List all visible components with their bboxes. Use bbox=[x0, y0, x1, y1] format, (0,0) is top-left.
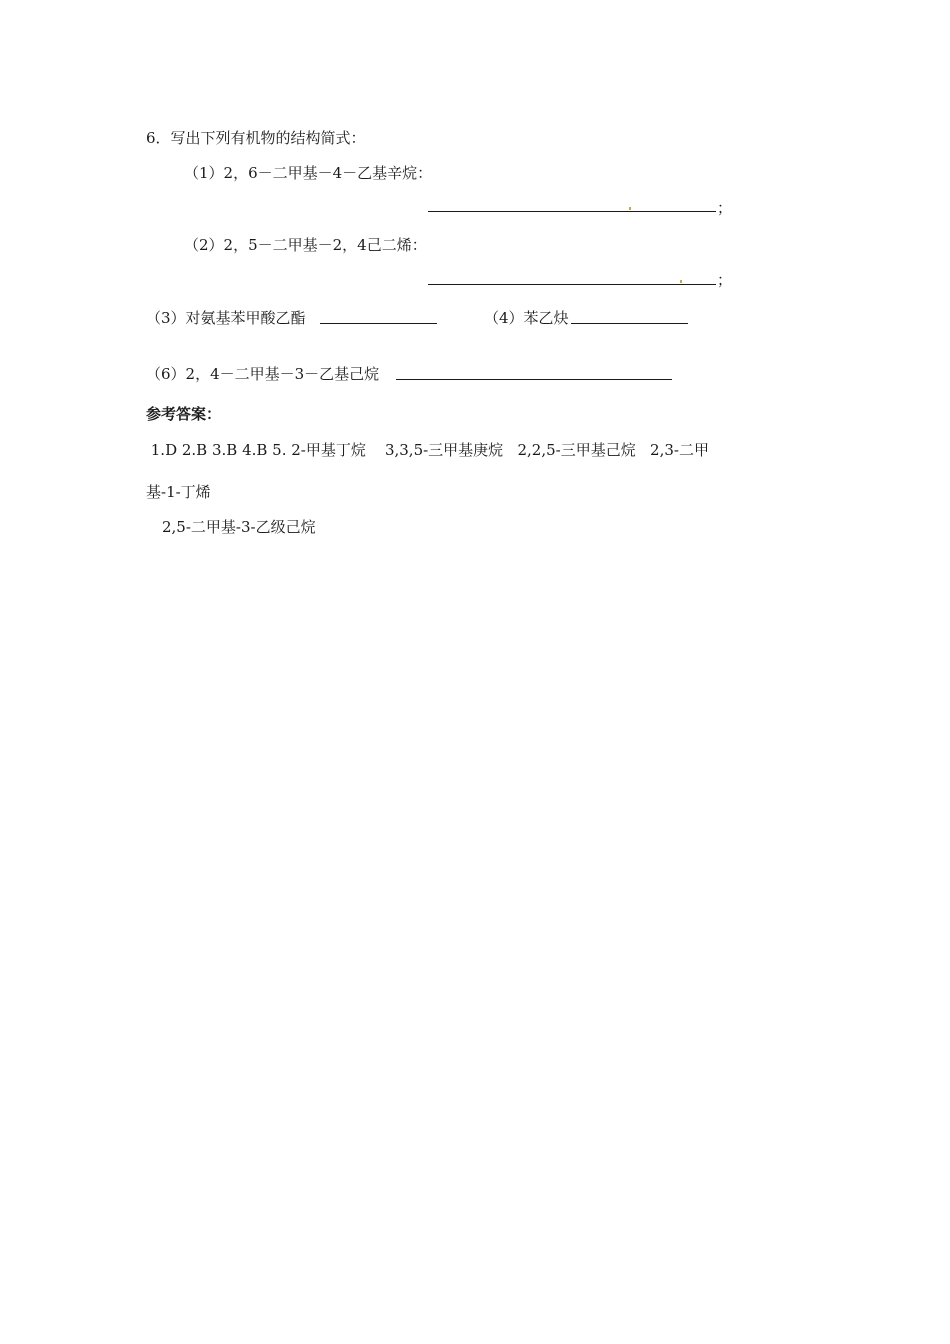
item-1-label: （1）2，6－二甲基－4－乙基辛烷： bbox=[184, 164, 433, 182]
item-2-label: （2）2，5－二甲基－2，4己二烯： bbox=[184, 236, 427, 254]
item-3-answer-blank[interactable] bbox=[320, 323, 437, 324]
item-4-answer-blank[interactable] bbox=[571, 323, 688, 324]
item-2-mark bbox=[680, 280, 682, 283]
item-6-label: （6）2，4－二甲基－3－乙基己烷 bbox=[146, 365, 380, 383]
item-1-answer-blank[interactable] bbox=[428, 211, 716, 212]
answers-line-3: 2,5-二甲基-3-乙级己烷 bbox=[162, 518, 316, 536]
item-1-end: ； bbox=[717, 199, 733, 217]
item-1-mark bbox=[629, 207, 631, 210]
answers-line-2: 基-1-丁烯 bbox=[146, 483, 211, 501]
answers-line-1: 1.D 2.B 3.B 4.B 5. 2-甲基丁烷 3,3,5-三甲基庚烷 2,2,5-三甲基己烷 2,3-二甲 bbox=[146, 441, 709, 459]
item-3-label: （3）对氨基苯甲酸乙酯 bbox=[146, 309, 306, 327]
question-heading: 6．写出下列有机物的结构简式： bbox=[146, 129, 366, 147]
item-6-answer-blank[interactable] bbox=[396, 379, 672, 380]
answers-heading: 参考答案： bbox=[146, 405, 222, 423]
item-2-end: ； bbox=[717, 271, 733, 289]
item-4-label: （4）苯乙炔 bbox=[484, 309, 569, 327]
item-2-answer-blank[interactable] bbox=[428, 284, 716, 285]
